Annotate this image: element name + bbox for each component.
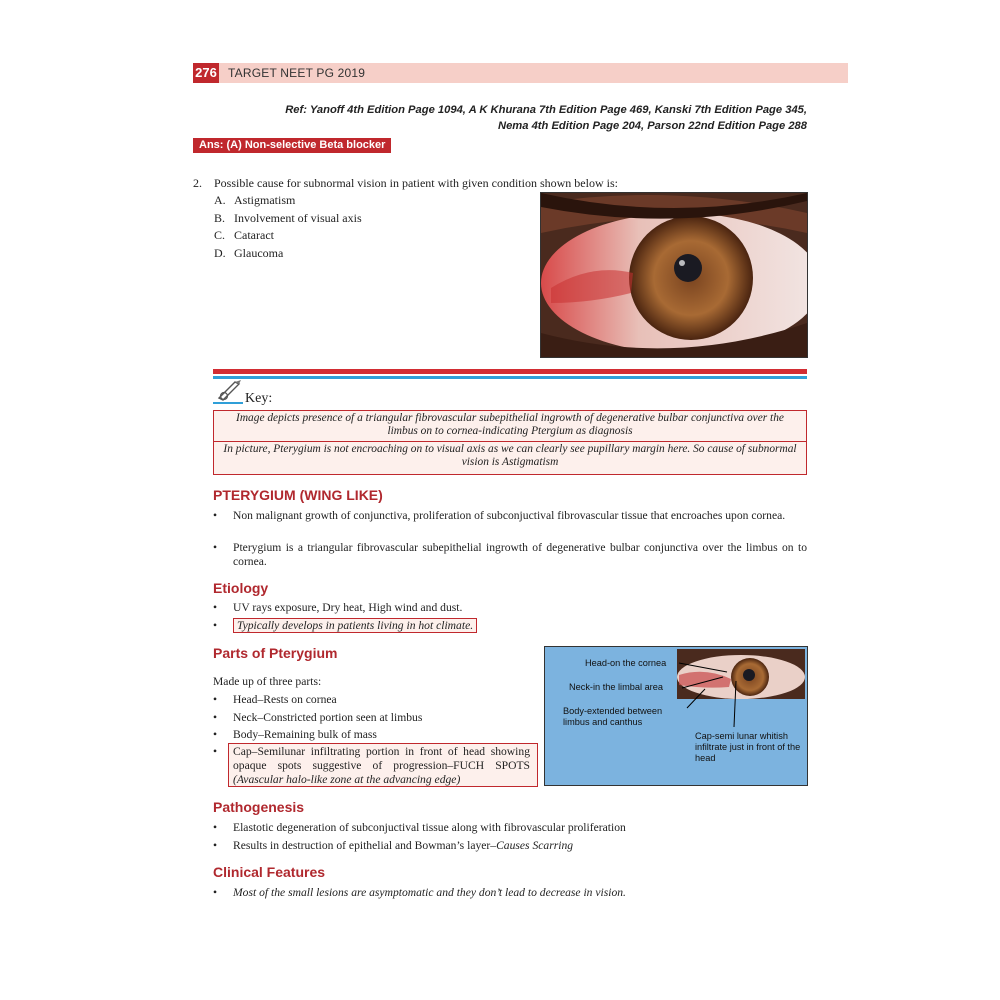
answer-label: Ans: (A) Non-selective Beta blocker (193, 138, 391, 153)
bullet-dot-icon: • (213, 839, 218, 852)
list-item: • Results in destruction of epithelial and Bowman’s layer–Causes Scarring (213, 839, 574, 852)
option-c: C. Cataract (214, 228, 274, 242)
pen-hand-icon (215, 378, 245, 402)
heading-clinical-features: Clinical Features (213, 864, 326, 880)
heading-pathogenesis: Pathogenesis (213, 799, 305, 815)
bullet-dot-icon: • (213, 821, 218, 834)
question-number: 2. (193, 176, 202, 190)
header-title: TARGET NEET PG 2019 (228, 66, 366, 80)
list-item: • Body–Remaining bulk of mass (213, 728, 377, 741)
bullet-dot-icon: • (213, 693, 218, 706)
page-number: 276 (193, 63, 219, 83)
list-item: • Head–Rests on cornea (213, 693, 337, 706)
list-item: • Neck–Constricted portion seen at limbus (213, 711, 423, 724)
eye-photo (540, 192, 808, 358)
diagram-label-head: Head-on the cornea (585, 658, 667, 668)
list-item: • Pterygium is a triangular fibrovascular subepithelial ingrowth of degenerative bulbar conjunctiva over the limbus on to cornea. (213, 541, 807, 568)
reference-line-1: Ref: Yanoff 4th Edition Page 1094, A K Khurana 7th Edition Page 469, Kanski 7th Edition Page 345, (285, 104, 807, 116)
key-divider-red (213, 369, 807, 374)
parts-intro: Made up of three parts: (213, 675, 322, 688)
diagram-label-body: Body-extended between limbus and canthus (563, 706, 663, 727)
list-item: • UV rays exposure, Dry heat, High wind and dust. (213, 601, 463, 614)
highlighted-note: Typically develops in patients living in hot climate. (233, 618, 477, 633)
list-item-cap: • Cap–Semilunar infiltrating portion in front of head showing opaque spots suggestive of progression–FUCH SPOTS (Avascular halo-like zone at the advancing edge) (213, 745, 530, 786)
pterygium-parts-diagram (544, 646, 808, 786)
list-item (213, 619, 807, 633)
diagram-label-neck: Neck-in the limbal area (569, 682, 663, 692)
bullet-dot-icon: • (213, 619, 218, 632)
key-underline (213, 402, 243, 404)
bullet-dot-icon: • (213, 601, 218, 614)
bullet-dot-icon: • (213, 541, 218, 554)
reference-line-2: Nema 4th Edition Page 204, Parson 22nd Edition Page 288 (498, 120, 807, 132)
heading-etiology: Etiology (213, 580, 269, 596)
list-item: • Most of the small lesions are asymptomatic and they don’t lead to decrease in vision. (213, 886, 626, 899)
key-box-explanation: In picture, Pterygium is not encroaching on to visual axis as we can clearly see pupillary margin here. So cause of subnormal vision is Astigmatism (213, 442, 807, 475)
list-item: • Non malignant growth of conjunctiva, proliferation of subconjuctival fibrovascular tissue that encroaches upon cornea. (213, 509, 786, 522)
bullet-dot-icon: • (213, 745, 218, 758)
question-text: Possible cause for subnormal vision in patient with given condition shown below is: (214, 176, 618, 190)
reference (200, 102, 807, 134)
heading-pterygium: PTERYGIUM (WING LIKE) (213, 487, 383, 503)
key-divider-blue (213, 376, 807, 379)
bullet-dot-icon: • (213, 509, 218, 522)
diagram-label-cap: Cap-semi lunar whitish infiltrate just in front of the head (695, 731, 801, 763)
key-box-diagnosis: Image depicts presence of a triangular fibrovascular subepithelial ingrowth of degenerative bulbar conjunctiva over the limbus on to cornea-indicating Ptergium as diagnosis (213, 410, 807, 442)
bullet-dot-icon: • (213, 711, 218, 724)
bullet-dot-icon: • (213, 886, 218, 899)
option-b: B. Involvement of visual axis (214, 211, 362, 225)
list-item: • Elastotic degeneration of subconjuctival tissue along with fibrovascular proliferation (213, 821, 626, 834)
bullet-dot-icon: • (213, 728, 218, 741)
option-d: D. Glaucoma (214, 246, 284, 260)
heading-parts: Parts of Pterygium (213, 645, 338, 661)
option-a: A. Astigmatism (214, 193, 296, 207)
key-label: Key: (245, 391, 273, 406)
